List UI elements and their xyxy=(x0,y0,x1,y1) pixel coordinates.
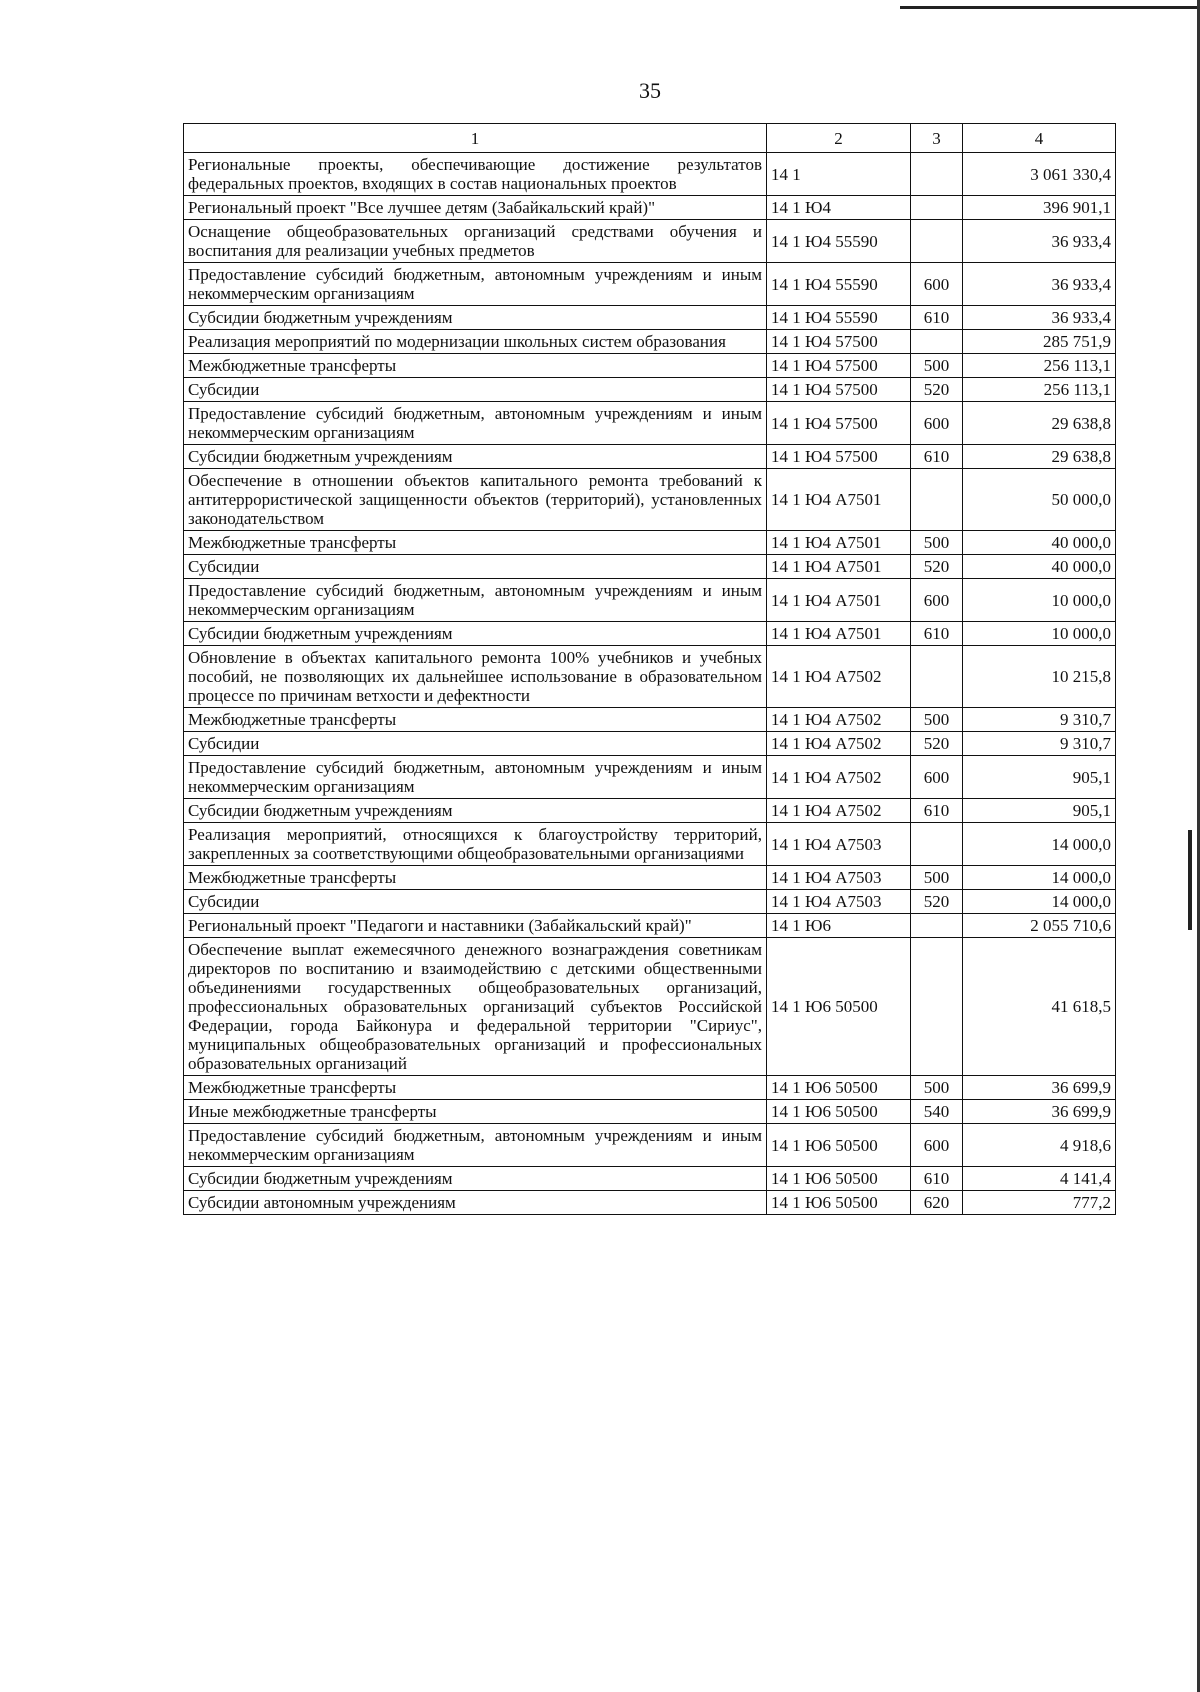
table-row xyxy=(184,1100,1116,1124)
table-row xyxy=(184,153,1116,196)
row-sum: 41 618,5 xyxy=(963,938,1116,1076)
row-name: Межбюджетные трансферты xyxy=(184,708,767,732)
row-type xyxy=(911,330,963,354)
row-sum: 4 141,4 xyxy=(963,1167,1116,1191)
row-code: 14 1 Ю4 xyxy=(767,196,911,220)
row-type xyxy=(911,220,963,263)
table-row xyxy=(184,823,1116,866)
header-col-4: 4 xyxy=(963,124,1116,153)
row-sum: 14 000,0 xyxy=(963,890,1116,914)
table-row xyxy=(184,938,1116,1076)
row-name: Предоставление субсидий бюджетным, автономным учреждениям и иным некоммерческим организациям xyxy=(184,263,767,306)
row-code: 14 1 Ю4 57500 xyxy=(767,330,911,354)
row-code: 14 1 Ю4 А7501 xyxy=(767,531,911,555)
row-name: Предоставление субсидий бюджетным, автономным учреждениям и иным некоммерческим организациям xyxy=(184,756,767,799)
row-type: 610 xyxy=(911,445,963,469)
row-name: Оснащение общеобразовательных организаций средствами обучения и воспитания для реализации учебных предметов xyxy=(184,220,767,263)
row-name: Межбюджетные трансферты xyxy=(184,531,767,555)
row-sum: 9 310,7 xyxy=(963,732,1116,756)
row-code: 14 1 Ю4 А7501 xyxy=(767,622,911,646)
row-name: Реализация мероприятий, относящихся к благоустройству территорий, закрепленных за соответствующими общеобразовательными организациями xyxy=(184,823,767,866)
row-sum: 36 699,9 xyxy=(963,1100,1116,1124)
table-row xyxy=(184,866,1116,890)
page-number: 35 xyxy=(639,78,661,103)
table-row xyxy=(184,914,1116,938)
row-sum: 10 000,0 xyxy=(963,579,1116,622)
row-name: Субсидии бюджетным учреждениям xyxy=(184,622,767,646)
row-sum: 2 055 710,6 xyxy=(963,914,1116,938)
row-name: Межбюджетные трансферты xyxy=(184,1076,767,1100)
row-name: Предоставление субсидий бюджетным, автономным учреждениям и иным некоммерческим организациям xyxy=(184,402,767,445)
row-type xyxy=(911,469,963,531)
row-sum: 396 901,1 xyxy=(963,196,1116,220)
table-row xyxy=(184,531,1116,555)
row-type: 500 xyxy=(911,866,963,890)
row-sum: 14 000,0 xyxy=(963,866,1116,890)
row-type: 500 xyxy=(911,708,963,732)
table-row xyxy=(184,330,1116,354)
row-type: 600 xyxy=(911,1124,963,1167)
row-name: Субсидии бюджетным учреждениям xyxy=(184,799,767,823)
row-sum: 9 310,7 xyxy=(963,708,1116,732)
row-type: 600 xyxy=(911,756,963,799)
table-row xyxy=(184,890,1116,914)
row-name: Межбюджетные трансферты xyxy=(184,866,767,890)
row-type xyxy=(911,914,963,938)
header-row xyxy=(184,124,1116,153)
table-row xyxy=(184,622,1116,646)
row-name: Реализация мероприятий по модернизации школьных систем образования xyxy=(184,330,767,354)
row-code: 14 1 Ю4 А7503 xyxy=(767,866,911,890)
row-code: 14 1 Ю6 50500 xyxy=(767,1191,911,1215)
table-row xyxy=(184,1124,1116,1167)
row-name: Региональный проект "Педагоги и наставники (Забайкальский край)" xyxy=(184,914,767,938)
row-name: Иные межбюджетные трансферты xyxy=(184,1100,767,1124)
row-code: 14 1 Ю4 А7503 xyxy=(767,823,911,866)
row-code: 14 1 Ю4 57500 xyxy=(767,354,911,378)
row-type: 610 xyxy=(911,306,963,330)
row-name: Субсидии xyxy=(184,890,767,914)
header-col-2: 2 xyxy=(767,124,911,153)
row-name: Межбюджетные трансферты xyxy=(184,354,767,378)
row-sum: 36 933,4 xyxy=(963,220,1116,263)
row-code: 14 1 Ю4 А7501 xyxy=(767,469,911,531)
scan-edge-top xyxy=(900,6,1200,9)
table-row xyxy=(184,579,1116,622)
row-sum: 777,2 xyxy=(963,1191,1116,1215)
row-code: 14 1 Ю4 А7501 xyxy=(767,579,911,622)
row-code: 14 1 Ю4 А7502 xyxy=(767,799,911,823)
table-row xyxy=(184,306,1116,330)
row-type: 520 xyxy=(911,890,963,914)
table-row xyxy=(184,708,1116,732)
row-type: 540 xyxy=(911,1100,963,1124)
row-sum: 36 699,9 xyxy=(963,1076,1116,1100)
row-code: 14 1 Ю4 57500 xyxy=(767,445,911,469)
table-row xyxy=(184,378,1116,402)
row-type: 520 xyxy=(911,378,963,402)
row-code: 14 1 Ю6 50500 xyxy=(767,1167,911,1191)
row-sum: 256 113,1 xyxy=(963,354,1116,378)
row-code: 14 1 Ю6 xyxy=(767,914,911,938)
row-sum: 905,1 xyxy=(963,799,1116,823)
row-sum: 36 933,4 xyxy=(963,263,1116,306)
row-type: 520 xyxy=(911,732,963,756)
header-col-3: 3 xyxy=(911,124,963,153)
table-row xyxy=(184,445,1116,469)
row-type: 500 xyxy=(911,531,963,555)
row-sum: 10 000,0 xyxy=(963,622,1116,646)
row-code: 14 1 Ю4 А7502 xyxy=(767,756,911,799)
row-name: Субсидии xyxy=(184,732,767,756)
table-row xyxy=(184,799,1116,823)
row-sum: 29 638,8 xyxy=(963,445,1116,469)
row-code: 14 1 Ю4 57500 xyxy=(767,402,911,445)
row-code: 14 1 xyxy=(767,153,911,196)
row-type: 620 xyxy=(911,1191,963,1215)
row-type xyxy=(911,153,963,196)
table-row xyxy=(184,263,1116,306)
row-name: Субсидии xyxy=(184,555,767,579)
row-sum: 3 061 330,4 xyxy=(963,153,1116,196)
row-sum: 256 113,1 xyxy=(963,378,1116,402)
row-type: 500 xyxy=(911,354,963,378)
row-type: 520 xyxy=(911,555,963,579)
row-sum: 40 000,0 xyxy=(963,555,1116,579)
row-sum: 905,1 xyxy=(963,756,1116,799)
row-type xyxy=(911,938,963,1076)
table-row xyxy=(184,756,1116,799)
row-type: 500 xyxy=(911,1076,963,1100)
row-type: 600 xyxy=(911,402,963,445)
row-name: Региональные проекты, обеспечивающие достижение результатов федеральных проектов, входящих в состав национальных проектов xyxy=(184,153,767,196)
row-type xyxy=(911,823,963,866)
row-name: Обеспечение в отношении объектов капитального ремонта требований к антитеррористической защищенности объектов (территорий), установленных законодательством xyxy=(184,469,767,531)
row-sum: 36 933,4 xyxy=(963,306,1116,330)
table-row xyxy=(184,1076,1116,1100)
row-sum: 40 000,0 xyxy=(963,531,1116,555)
row-name: Предоставление субсидий бюджетным, автономным учреждениям и иным некоммерческим организациям xyxy=(184,579,767,622)
row-name: Субсидии xyxy=(184,378,767,402)
row-code: 14 1 Ю4 А7503 xyxy=(767,890,911,914)
row-code: 14 1 Ю4 55590 xyxy=(767,263,911,306)
row-name: Субсидии бюджетным учреждениям xyxy=(184,1167,767,1191)
row-code: 14 1 Ю4 А7502 xyxy=(767,646,911,708)
table-body xyxy=(184,153,1116,1215)
table-row xyxy=(184,646,1116,708)
row-sum: 29 638,8 xyxy=(963,402,1116,445)
row-name: Обеспечение выплат ежемесячного денежного вознаграждения советникам директоров по воспитанию и взаимодействию с детскими общественными объединениями государственных общеобразовательных организаций, профессиональных образовательных организаций субъектов Российской Федерации, города Байконура и федеральной территории "Сириус", муниципальных общеобразовательных организаций и профессиональных образовательных организаций xyxy=(184,938,767,1076)
row-type: 610 xyxy=(911,1167,963,1191)
table-row xyxy=(184,354,1116,378)
row-type: 610 xyxy=(911,799,963,823)
row-code: 14 1 Ю4 А7502 xyxy=(767,708,911,732)
row-sum: 285 751,9 xyxy=(963,330,1116,354)
table-row xyxy=(184,220,1116,263)
table-row xyxy=(184,1167,1116,1191)
row-name: Субсидии бюджетным учреждениям xyxy=(184,445,767,469)
row-name: Субсидии автономным учреждениям xyxy=(184,1191,767,1215)
row-name: Обновление в объектах капитального ремонта 100% учебников и учебных пособий, не позволяющих их дальнейшее использование в образовательном процессе по причинам ветхости и дефектности xyxy=(184,646,767,708)
row-code: 14 1 Ю4 55590 xyxy=(767,220,911,263)
header-col-1: 1 xyxy=(184,124,767,153)
budget-table xyxy=(183,123,1116,1215)
row-type: 600 xyxy=(911,579,963,622)
scan-mark xyxy=(1188,830,1192,930)
table-row xyxy=(184,555,1116,579)
table-row xyxy=(184,402,1116,445)
row-sum: 10 215,8 xyxy=(963,646,1116,708)
row-code: 14 1 Ю4 А7502 xyxy=(767,732,911,756)
row-code: 14 1 Ю6 50500 xyxy=(767,1100,911,1124)
row-name: Региональный проект "Все лучшее детям (Забайкальский край)" xyxy=(184,196,767,220)
row-type xyxy=(911,196,963,220)
row-code: 14 1 Ю6 50500 xyxy=(767,1076,911,1100)
row-name: Предоставление субсидий бюджетным, автономным учреждениям и иным некоммерческим организациям xyxy=(184,1124,767,1167)
row-type: 610 xyxy=(911,622,963,646)
row-sum: 14 000,0 xyxy=(963,823,1116,866)
row-code: 14 1 Ю4 57500 xyxy=(767,378,911,402)
row-name: Субсидии бюджетным учреждениям xyxy=(184,306,767,330)
row-type: 600 xyxy=(911,263,963,306)
row-sum: 50 000,0 xyxy=(963,469,1116,531)
row-code: 14 1 Ю4 А7501 xyxy=(767,555,911,579)
row-sum: 4 918,6 xyxy=(963,1124,1116,1167)
table-row xyxy=(184,732,1116,756)
row-code: 14 1 Ю6 50500 xyxy=(767,1124,911,1167)
row-type xyxy=(911,646,963,708)
row-code: 14 1 Ю4 55590 xyxy=(767,306,911,330)
table-row xyxy=(184,1191,1116,1215)
table-row xyxy=(184,196,1116,220)
table-row xyxy=(184,469,1116,531)
row-code: 14 1 Ю6 50500 xyxy=(767,938,911,1076)
